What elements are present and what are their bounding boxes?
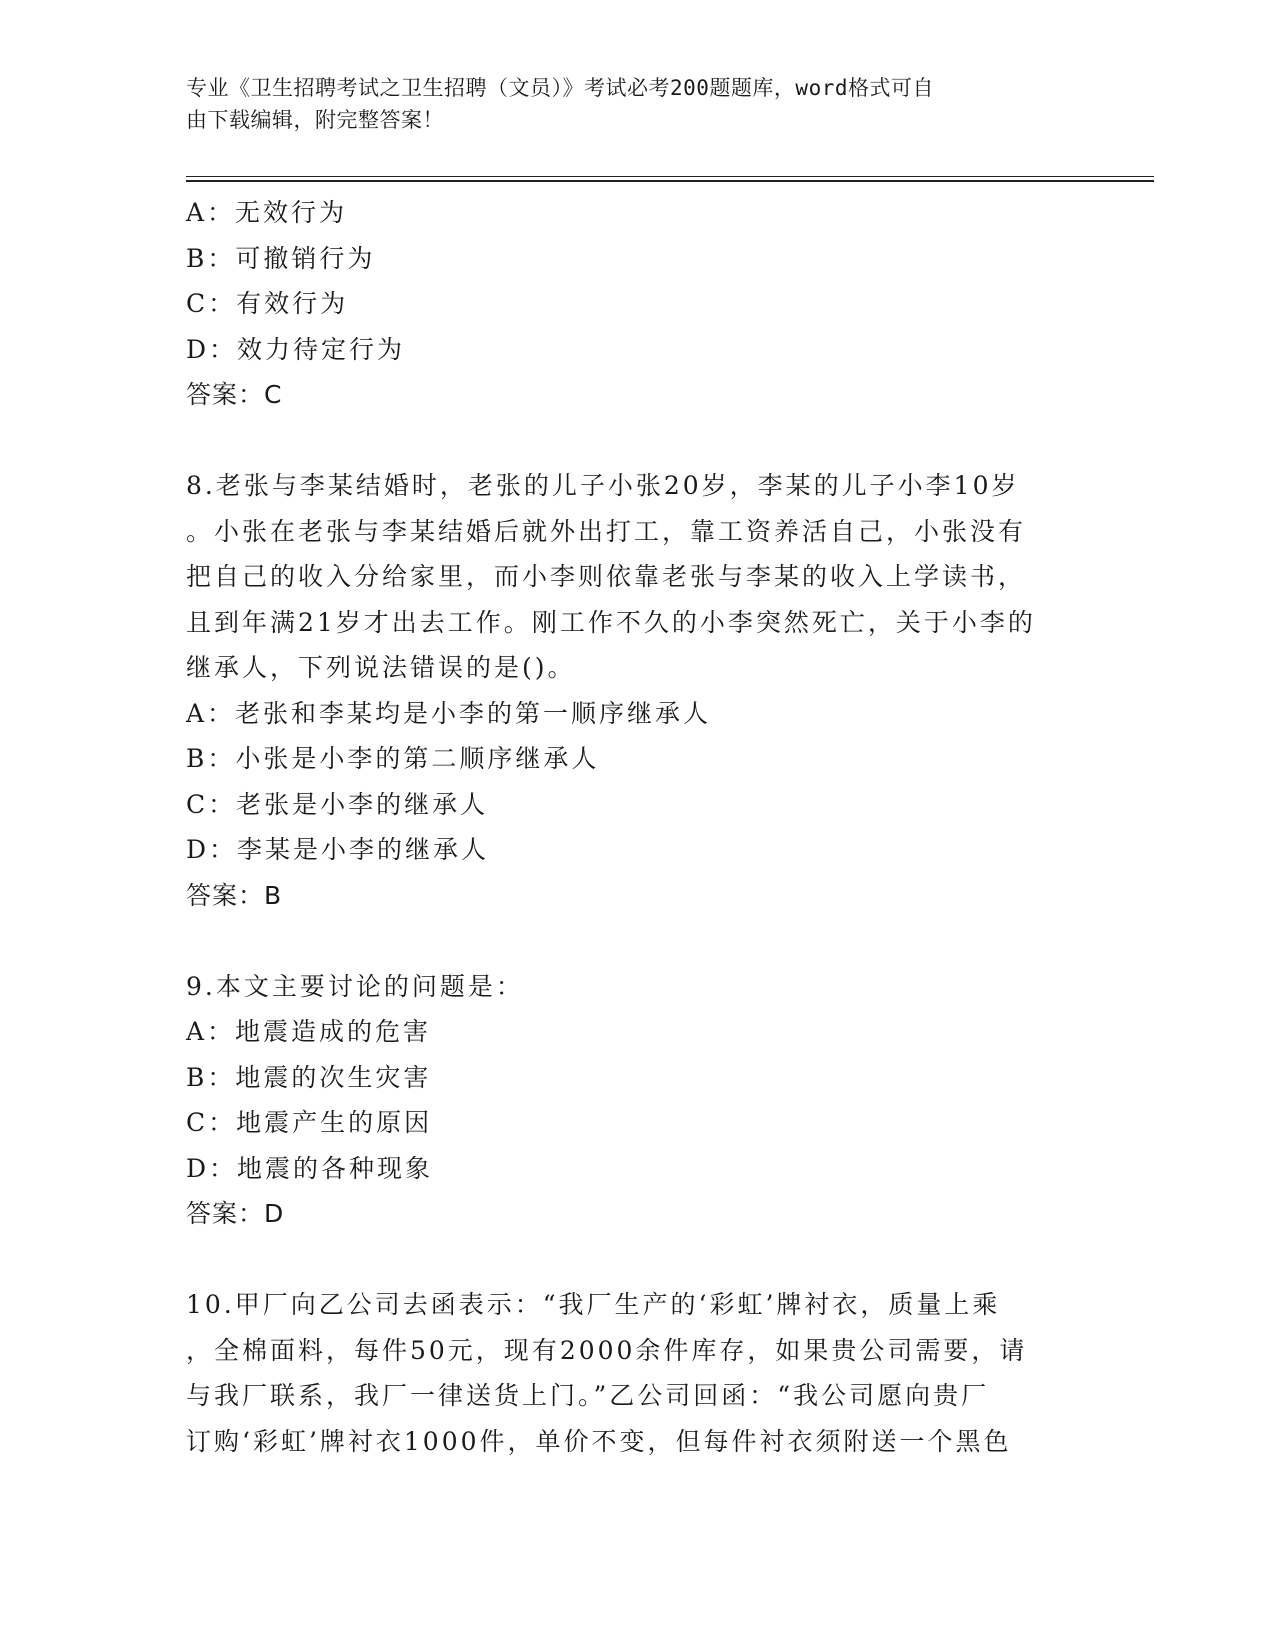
- option-c: C：有效行为: [186, 289, 349, 318]
- question-text-line: 10.甲厂向乙公司去函表示：“我厂生产的‘彩虹’牌衬衣，质量上乘: [186, 1290, 1001, 1319]
- question-7: [186, 190, 1086, 418]
- question-text-line: ，全棉面料，每件50元，现有2000余件库存，如果贵公司需要，请: [186, 1335, 1028, 1365]
- option-a: A：地震造成的危害: [186, 1017, 432, 1046]
- option-a: A：老张和李某均是小李的第一顺序继承人: [186, 698, 712, 728]
- answer-line: 答案：D: [186, 1199, 285, 1228]
- header-divider-top: [186, 176, 1154, 177]
- option-d: D：李某是小李的继承人: [186, 835, 490, 864]
- option-c: C：老张是小李的继承人: [186, 789, 489, 819]
- question-10: [186, 1282, 1086, 1464]
- spacer: [186, 418, 1086, 464]
- spacer: [186, 918, 1086, 964]
- question-text-line: 。小张在老张与李某结婚后就外出打工，靠工资养活自己，小张没有: [186, 516, 1027, 546]
- question-text-line: 9.本文主要讨论的问题是：: [186, 971, 524, 1001]
- question-8: [186, 463, 1086, 918]
- document-header: [186, 72, 1066, 136]
- question-text-line: 把自己的收入分给家里，而小李则依靠老张与李某的收入上学读书，: [186, 562, 1027, 591]
- question-text-line: 订购‘彩虹’牌衬衣1000件，单价不变，但每件衬衣须附送一个黑色: [186, 1426, 1012, 1456]
- option-b: B：地震的次生灾害: [186, 1062, 432, 1092]
- question-text-line: 8.老张与李某结婚时，老张的儿子小张20岁，李某的儿子小李10岁: [186, 471, 1020, 500]
- spacer: [186, 1237, 1086, 1283]
- option-d: D：地震的各种现象: [186, 1153, 434, 1183]
- option-b: B：可撤销行为: [186, 243, 376, 273]
- question-list: [186, 190, 1086, 1464]
- header-divider-bottom: [186, 180, 1154, 182]
- option-a: A：无效行为: [186, 198, 348, 227]
- header-line-2: 由下载编辑，附完整答案！: [186, 108, 444, 132]
- answer-line: 答案：B: [186, 880, 283, 910]
- header-line-1: 专业《卫生招聘考试之卫生招聘（文员）》考试必考200题题库，word格式可自: [186, 76, 934, 100]
- answer-line: 答案：C: [186, 380, 283, 409]
- question-text-line: 与我厂联系，我厂一律送货上门。”乙公司回函：“我公司愿向贵厂: [186, 1381, 990, 1410]
- option-d: D：效力待定行为: [186, 334, 406, 364]
- question-text-line: 且到年满21岁才出去工作。刚工作不久的小李突然死亡，关于小李的: [186, 607, 1036, 637]
- question-text-line: 继承人，下列说法错误的是()。: [186, 653, 576, 682]
- question-9: [186, 964, 1086, 1237]
- option-c: C：地震产生的原因: [186, 1108, 433, 1137]
- option-b: B：小张是小李的第二顺序继承人: [186, 744, 600, 773]
